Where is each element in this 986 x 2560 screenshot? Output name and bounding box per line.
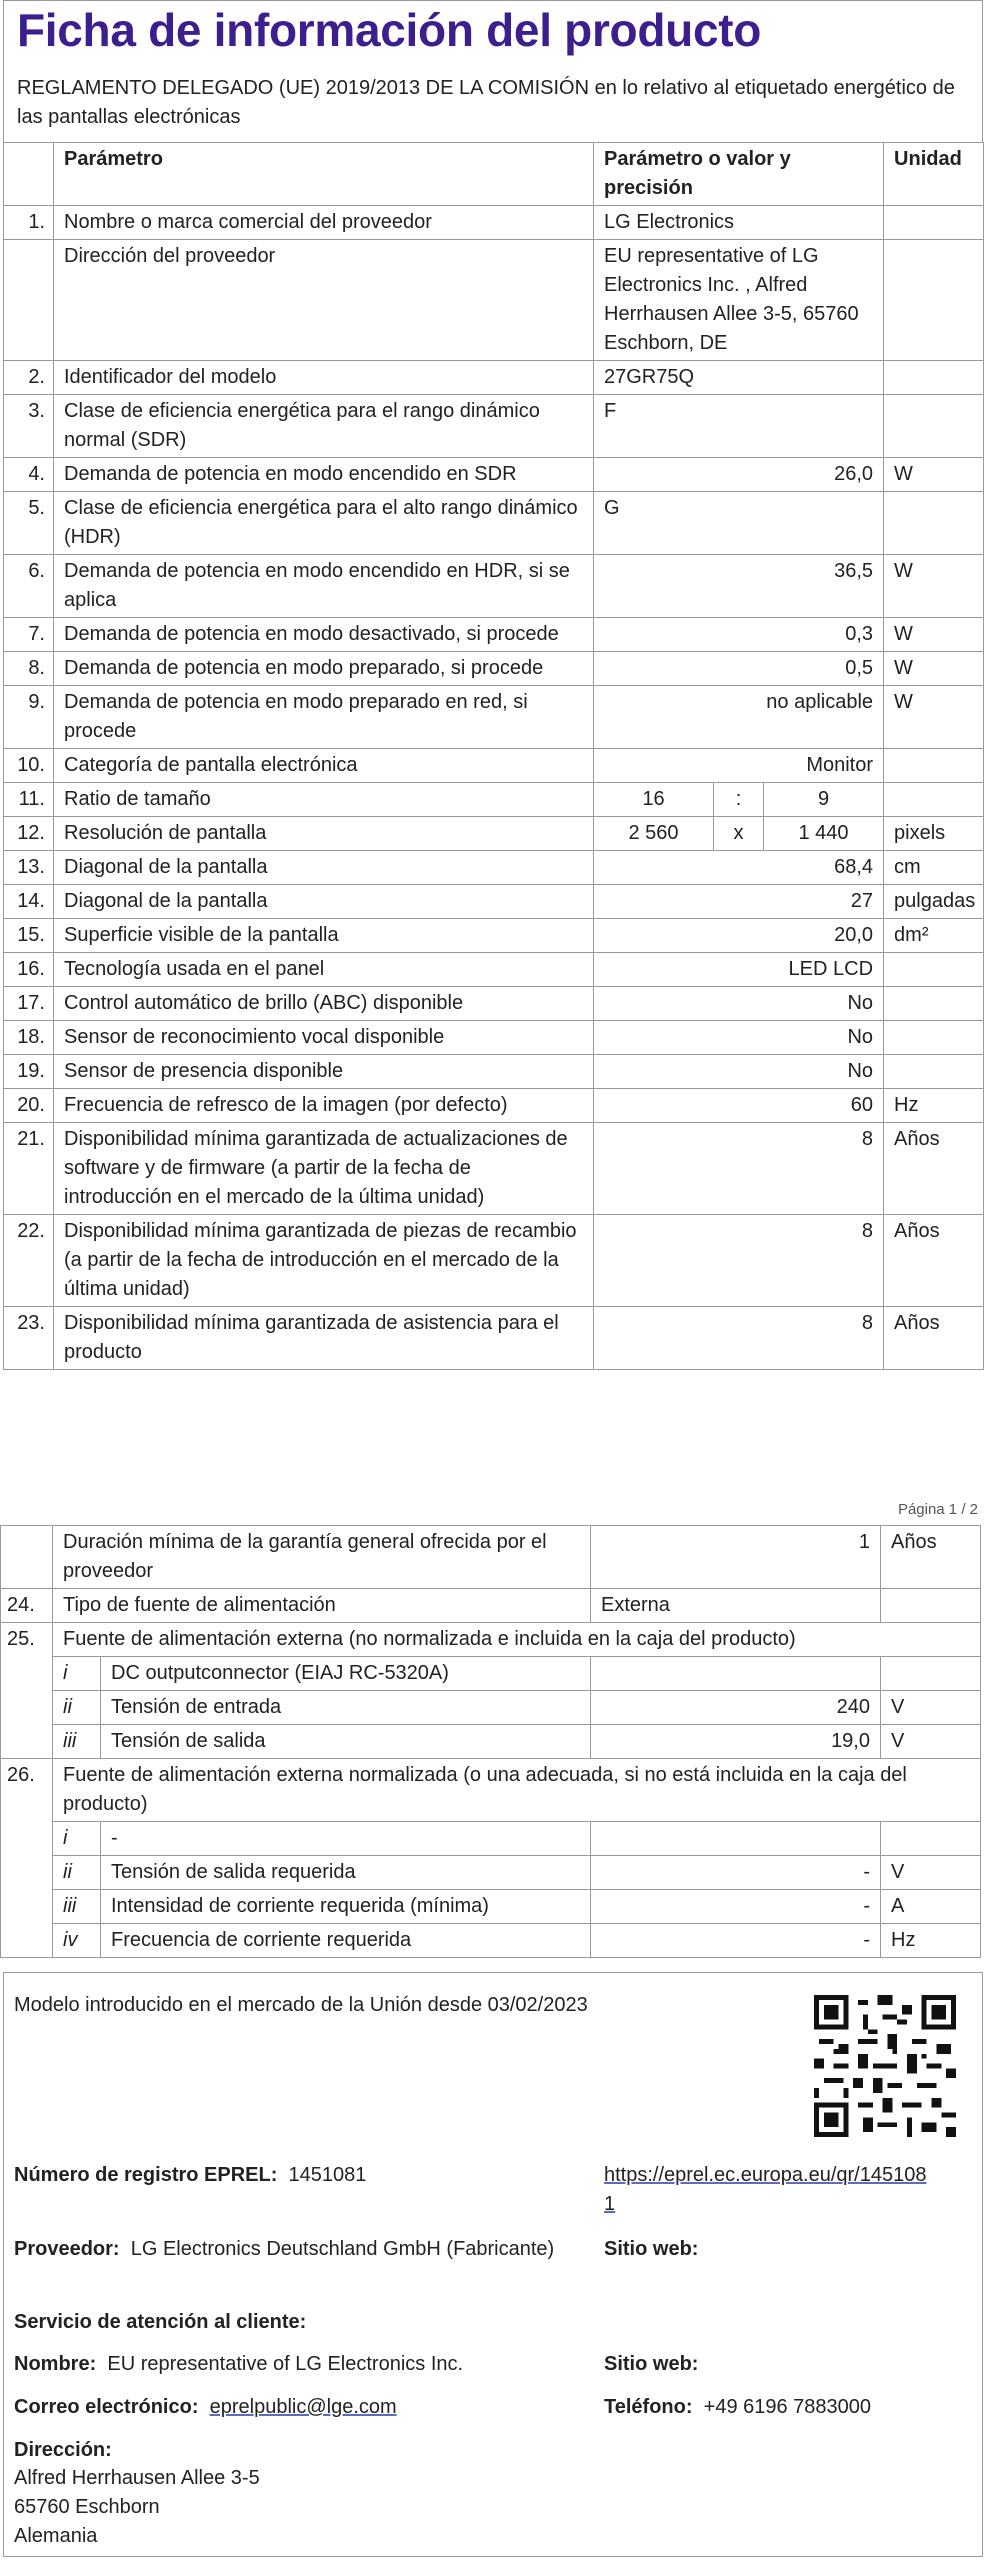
table-row bbox=[4, 206, 984, 240]
unit bbox=[884, 240, 984, 361]
email-link[interactable]: eprelpublic@lge.com bbox=[209, 2396, 397, 2418]
header-value: Parámetro o valor y precisión bbox=[594, 143, 884, 206]
regulation-subtitle: REGLAMENTO DELEGADO (UE) 2019/2013 DE LA COMISIÓN en lo relativo al etiquetado energético de las pantallas electrónicas bbox=[17, 77, 955, 128]
value-part-a: 16 bbox=[594, 783, 714, 817]
sub-row bbox=[1, 1691, 981, 1725]
parameter-value: LED LCD bbox=[594, 953, 884, 987]
unit bbox=[884, 749, 984, 783]
parameter-value: Externa bbox=[591, 1589, 881, 1623]
row-number: 8. bbox=[4, 652, 54, 686]
parameter-value: 68,4 bbox=[594, 851, 884, 885]
sub-row bbox=[1, 1890, 981, 1924]
unit bbox=[884, 206, 984, 240]
table-row bbox=[4, 1215, 984, 1307]
parameter-name: Tipo de fuente de alimentación bbox=[53, 1589, 591, 1623]
header-param: Parámetro bbox=[54, 143, 594, 206]
sub-index: iii bbox=[53, 1890, 101, 1924]
parameter-name: Frecuencia de refresco de la imagen (por defecto) bbox=[54, 1089, 594, 1123]
row-number: 1. bbox=[4, 206, 54, 240]
group-header-row bbox=[1, 1623, 981, 1657]
sub-unit: Hz bbox=[881, 1924, 981, 1958]
row-number: 14. bbox=[4, 885, 54, 919]
table-row bbox=[4, 953, 984, 987]
table-row bbox=[4, 240, 984, 361]
row-number: 19. bbox=[4, 1055, 54, 1089]
eprel-number: 1451081 bbox=[288, 2164, 367, 2186]
parameter-name: Ratio de tamaño bbox=[54, 783, 594, 817]
row-number: 10. bbox=[4, 749, 54, 783]
qr-code-icon bbox=[814, 1995, 956, 2137]
parameter-name: Identificador del modelo bbox=[54, 361, 594, 395]
parameter-value: No bbox=[594, 987, 884, 1021]
unit: Años bbox=[884, 1123, 984, 1215]
value-separator: : bbox=[714, 783, 764, 817]
sub-index: iv bbox=[53, 1924, 101, 1958]
table-row bbox=[4, 652, 984, 686]
sub-parameter: Tensión de salida requerida bbox=[101, 1856, 591, 1890]
sub-value: - bbox=[591, 1890, 881, 1924]
email-label: Correo electrónico: bbox=[14, 2396, 199, 2418]
sub-row bbox=[1, 1725, 981, 1759]
sub-row bbox=[1, 1657, 981, 1691]
sub-parameter: Frecuencia de corriente requerida bbox=[101, 1924, 591, 1958]
parameter-name: Resolución de pantalla bbox=[54, 817, 594, 851]
website-label: Sitio web: bbox=[604, 2238, 699, 2260]
sub-index: i bbox=[53, 1657, 101, 1691]
sub-unit: A bbox=[881, 1890, 981, 1924]
eprel-link[interactable]: https://eprel.ec.europa.eu/qr/1451081 bbox=[604, 2164, 927, 2215]
row-number: 21. bbox=[4, 1123, 54, 1215]
parameter-value: 36,5 bbox=[594, 555, 884, 618]
parameter-name: Demanda de potencia en modo desactivado, si procede bbox=[54, 618, 594, 652]
parameter-name: Demanda de potencia en modo encendido en HDR, si se aplica bbox=[54, 555, 594, 618]
value-part-a: 2 560 bbox=[594, 817, 714, 851]
address-label: Dirección: bbox=[14, 2439, 112, 2461]
row-number: 4. bbox=[4, 458, 54, 492]
sub-value: 240 bbox=[591, 1691, 881, 1725]
table-row bbox=[4, 1123, 984, 1215]
table-row bbox=[4, 686, 984, 749]
unit: W bbox=[884, 618, 984, 652]
row-number: 2. bbox=[4, 361, 54, 395]
unit: W bbox=[884, 686, 984, 749]
parameter-value: 0,3 bbox=[594, 618, 884, 652]
row-number: 9. bbox=[4, 686, 54, 749]
phone-label: Teléfono: bbox=[604, 2396, 693, 2418]
parameter-value: 8 bbox=[594, 1307, 884, 1370]
sub-value bbox=[591, 1822, 881, 1856]
value-part-b: 1 440 bbox=[764, 817, 884, 851]
parameter-value: no aplicable bbox=[594, 686, 884, 749]
unit bbox=[884, 987, 984, 1021]
name-value: EU representative of LG Electronics Inc. bbox=[107, 2353, 464, 2375]
parameter-value: 27GR75Q bbox=[594, 361, 884, 395]
page-title: Ficha de información del producto bbox=[17, 4, 762, 56]
row-number: 18. bbox=[4, 1021, 54, 1055]
row-number: 24. bbox=[1, 1589, 53, 1623]
parameter-name: Tecnología usada en el panel bbox=[54, 953, 594, 987]
unit bbox=[884, 783, 984, 817]
sub-parameter: - bbox=[101, 1822, 591, 1856]
sub-index: i bbox=[53, 1822, 101, 1856]
table-row bbox=[4, 361, 984, 395]
name-label: Nombre: bbox=[14, 2353, 97, 2375]
sub-index: iii bbox=[53, 1725, 101, 1759]
table-row bbox=[4, 851, 984, 885]
website2-label: Sitio web: bbox=[604, 2353, 699, 2375]
parameter-name: Demanda de potencia en modo preparado, si procede bbox=[54, 652, 594, 686]
market-intro-date: Modelo introducido en el mercado de la Unión desde 03/02/2023 bbox=[14, 1994, 588, 2016]
unit: pulgadas bbox=[884, 885, 984, 919]
unit: W bbox=[884, 652, 984, 686]
parameter-value: 60 bbox=[594, 1089, 884, 1123]
unit: dm² bbox=[884, 919, 984, 953]
table-row bbox=[4, 1055, 984, 1089]
power-supply-table bbox=[0, 1525, 981, 1958]
parameter-name: Diagonal de la pantalla bbox=[54, 851, 594, 885]
parameter-name: Disponibilidad mínima garantizada de actualizaciones de software y de firmware (a partir de la fecha de introducción en el mercado de la última unidad) bbox=[54, 1123, 594, 1215]
unit: Años bbox=[884, 1307, 984, 1370]
row-number: 25. bbox=[1, 1623, 53, 1759]
parameter-value: No bbox=[594, 1055, 884, 1089]
value-separator: x bbox=[714, 817, 764, 851]
parameter-value: LG Electronics bbox=[594, 206, 884, 240]
unit bbox=[884, 492, 984, 555]
parameter-name: Sensor de reconocimiento vocal disponible bbox=[54, 1021, 594, 1055]
row-number: 5. bbox=[4, 492, 54, 555]
table-row bbox=[4, 783, 984, 817]
parameter-name: Disponibilidad mínima garantizada de piezas de recambio (a partir de la fecha de introducción en el mercado de la última unidad) bbox=[54, 1215, 594, 1307]
address-line-2: 65760 Eschborn bbox=[14, 2496, 160, 2518]
parameter-name: Superficie visible de la pantalla bbox=[54, 919, 594, 953]
sub-parameter: Intensidad de corriente requerida (mínima) bbox=[101, 1890, 591, 1924]
sub-value: 19,0 bbox=[591, 1725, 881, 1759]
parameter-name: Disponibilidad mínima garantizada de asistencia para el producto bbox=[54, 1307, 594, 1370]
sub-unit bbox=[881, 1657, 981, 1691]
table-row bbox=[4, 1307, 984, 1370]
parameter-name: Clase de eficiencia energética para el rango dinámico normal (SDR) bbox=[54, 395, 594, 458]
address-line-3: Alemania bbox=[14, 2525, 98, 2547]
row-number: 6. bbox=[4, 555, 54, 618]
value-part-b: 9 bbox=[764, 783, 884, 817]
header-unit: Unidad bbox=[884, 143, 984, 206]
sub-unit bbox=[881, 1822, 981, 1856]
parameter-name: Nombre o marca comercial del proveedor bbox=[54, 206, 594, 240]
sub-row bbox=[1, 1856, 981, 1890]
sub-row bbox=[1, 1924, 981, 1958]
table-row bbox=[4, 1021, 984, 1055]
table-row bbox=[4, 817, 984, 851]
parameter-name: Demanda de potencia en modo encendido en SDR bbox=[54, 458, 594, 492]
unit bbox=[884, 361, 984, 395]
parameter-value: 26,0 bbox=[594, 458, 884, 492]
sub-index: ii bbox=[53, 1856, 101, 1890]
parameter-value: Monitor bbox=[594, 749, 884, 783]
parameter-name: Diagonal de la pantalla bbox=[54, 885, 594, 919]
unit bbox=[884, 1055, 984, 1089]
supplier-label: Proveedor: bbox=[14, 2238, 120, 2260]
supplier-value: LG Electronics Deutschland GmbH (Fabricante) bbox=[130, 2238, 555, 2260]
eprel-label: Número de registro EPREL: bbox=[14, 2164, 278, 2186]
phone-value: +49 6196 7883000 bbox=[703, 2396, 872, 2418]
unit: Hz bbox=[884, 1089, 984, 1123]
unit bbox=[884, 1021, 984, 1055]
sub-parameter: DC outputconnector (EIAJ RC-5320A) bbox=[101, 1657, 591, 1691]
row-number: 17. bbox=[4, 987, 54, 1021]
table-header-row bbox=[4, 143, 984, 206]
parameter-value: 1 bbox=[591, 1526, 881, 1589]
page-number: Página 1 / 2 bbox=[897, 1501, 978, 1518]
parameter-name: Sensor de presencia disponible bbox=[54, 1055, 594, 1089]
table-row bbox=[4, 458, 984, 492]
row-number: 20. bbox=[4, 1089, 54, 1123]
parameter-name: Dirección del proveedor bbox=[54, 240, 594, 361]
fiche-header bbox=[3, 0, 983, 142]
parameter-value: 0,5 bbox=[594, 652, 884, 686]
unit: W bbox=[884, 555, 984, 618]
table-row bbox=[4, 987, 984, 1021]
unit: cm bbox=[884, 851, 984, 885]
parameter-value: 27 bbox=[594, 885, 884, 919]
row-number: 15. bbox=[4, 919, 54, 953]
unit: W bbox=[884, 458, 984, 492]
row-number bbox=[1, 1526, 53, 1589]
unit: Años bbox=[881, 1526, 981, 1589]
table-row bbox=[4, 618, 984, 652]
unit: Años bbox=[884, 1215, 984, 1307]
table-row bbox=[4, 555, 984, 618]
parameter-name: Clase de eficiencia energética para el alto rango dinámico (HDR) bbox=[54, 492, 594, 555]
parameter-value: No bbox=[594, 1021, 884, 1055]
group-header-row bbox=[1, 1759, 981, 1822]
row-number: 7. bbox=[4, 618, 54, 652]
row-number: 26. bbox=[1, 1759, 53, 1958]
sub-row bbox=[1, 1822, 981, 1856]
table-row bbox=[4, 919, 984, 953]
parameter-name: Control automático de brillo (ABC) disponible bbox=[54, 987, 594, 1021]
table-row bbox=[4, 749, 984, 783]
unit: pixels bbox=[884, 817, 984, 851]
parameter-name: Demanda de potencia en modo preparado en red, si procede bbox=[54, 686, 594, 749]
row-number: 3. bbox=[4, 395, 54, 458]
row-number: 11. bbox=[4, 783, 54, 817]
parameter-value: 8 bbox=[594, 1215, 884, 1307]
header-num-cell bbox=[4, 143, 54, 206]
parameter-value: EU representative of LG Electronics Inc. , Alfred Herrhausen Allee 3-5, 65760 Eschborn, DE bbox=[594, 240, 884, 361]
unit bbox=[884, 953, 984, 987]
unit bbox=[884, 395, 984, 458]
parameter-value: F bbox=[594, 395, 884, 458]
table-row bbox=[4, 1089, 984, 1123]
unit bbox=[881, 1589, 981, 1623]
table-row bbox=[4, 395, 984, 458]
sub-value bbox=[591, 1657, 881, 1691]
group-title: Fuente de alimentación externa normalizada (o una adecuada, si no está incluida en la caja del producto) bbox=[53, 1759, 981, 1822]
customer-service-label: Servicio de atención al cliente: bbox=[14, 2311, 307, 2333]
sub-index: ii bbox=[53, 1691, 101, 1725]
sub-value: - bbox=[591, 1924, 881, 1958]
eprel-info-card bbox=[3, 1972, 983, 2557]
parameter-value: 20,0 bbox=[594, 919, 884, 953]
group-title: Fuente de alimentación externa (no normalizada e incluida en la caja del producto) bbox=[53, 1623, 981, 1657]
row-number: 13. bbox=[4, 851, 54, 885]
row-number: 22. bbox=[4, 1215, 54, 1307]
parameter-value: 8 bbox=[594, 1123, 884, 1215]
sub-parameter: Tensión de entrada bbox=[101, 1691, 591, 1725]
warranty-row bbox=[1, 1526, 981, 1589]
table-row bbox=[4, 885, 984, 919]
table-row bbox=[1, 1589, 981, 1623]
sub-unit: V bbox=[881, 1856, 981, 1890]
address-line-1: Alfred Herrhausen Allee 3-5 bbox=[14, 2467, 260, 2489]
sub-unit: V bbox=[881, 1725, 981, 1759]
parameter-name: Categoría de pantalla electrónica bbox=[54, 749, 594, 783]
sub-parameter: Tensión de salida bbox=[101, 1725, 591, 1759]
table-row bbox=[4, 492, 984, 555]
row-number: 23. bbox=[4, 1307, 54, 1370]
row-number bbox=[4, 240, 54, 361]
parameter-name: Duración mínima de la garantía general ofrecida por el proveedor bbox=[53, 1526, 591, 1589]
parameter-value: G bbox=[594, 492, 884, 555]
sub-unit: V bbox=[881, 1691, 981, 1725]
row-number: 16. bbox=[4, 953, 54, 987]
sub-value: - bbox=[591, 1856, 881, 1890]
row-number: 12. bbox=[4, 817, 54, 851]
parameters-table bbox=[3, 142, 984, 1370]
